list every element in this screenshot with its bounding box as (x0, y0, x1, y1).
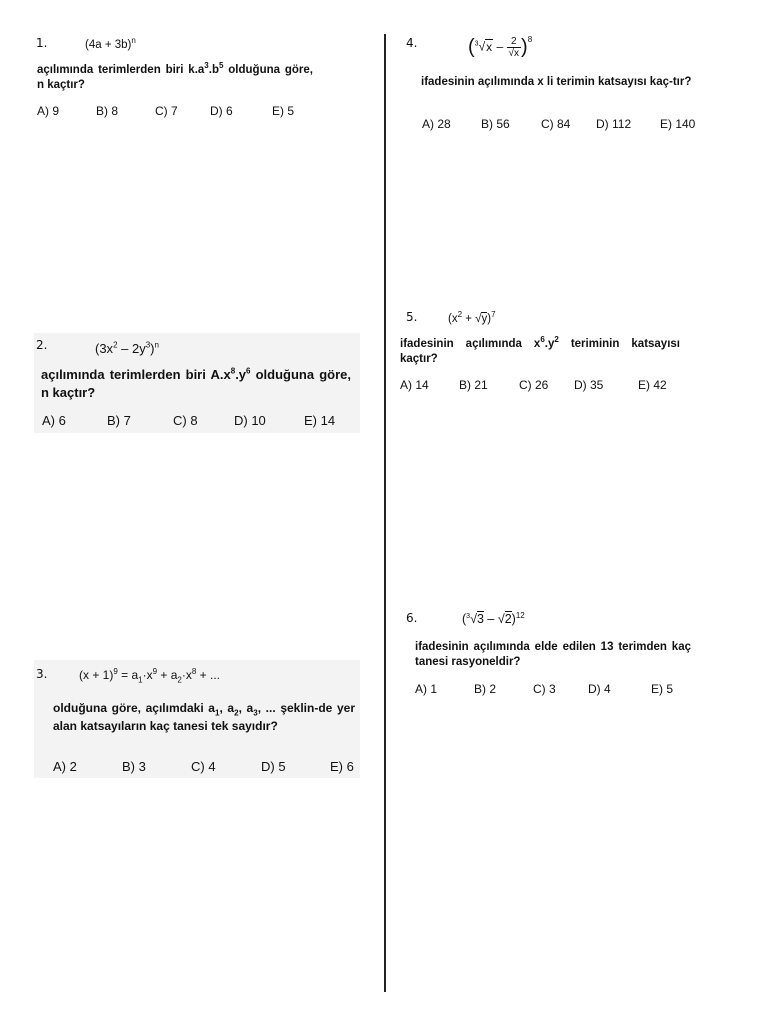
expr-exponent: 12 (515, 610, 525, 620)
choice-a[interactable]: A) 28 (422, 117, 451, 131)
radicand: y (481, 313, 488, 325)
expr-part: = a (117, 668, 139, 682)
radical-expression (468, 36, 532, 59)
question-stem (37, 63, 313, 93)
choice-e[interactable]: E) 6 (330, 759, 354, 774)
expr-exponent: 3 (145, 340, 151, 350)
question-stem (53, 699, 355, 735)
stem-part: .y (235, 367, 247, 382)
stem-subscript: 2 (234, 708, 239, 718)
expr-exponent: n (131, 36, 136, 46)
expr-part: ·x (181, 668, 192, 682)
radicand: x (486, 39, 493, 54)
choice-b[interactable]: B) 21 (459, 378, 488, 392)
radical-sign: √ (475, 313, 482, 325)
stem-part: olduğuna göre, açılımdaki a (53, 701, 215, 715)
choice-c[interactable]: C) 7 (155, 104, 178, 118)
choice-d[interactable]: D) 10 (234, 413, 266, 428)
choice-c[interactable]: C) 4 (191, 759, 216, 774)
fraction-denominator: x (514, 48, 520, 59)
expr-exponent: 8 (527, 35, 533, 44)
expr-part: (x (448, 313, 458, 325)
question-stem: ifadesinin açılımında elde edilen 13 terimden kaç tanesi rasyoneldir? (415, 641, 691, 668)
stem-part: açılımında terimlerden biri k.a (37, 64, 205, 76)
choice-a[interactable]: A) 6 (42, 413, 66, 428)
expr-exponent: 9 (113, 667, 118, 676)
answer-choices (400, 378, 667, 392)
fraction (507, 36, 522, 59)
binomial-expression (448, 310, 496, 325)
stem-exponent: 5 (218, 61, 224, 71)
question-number: 2. (36, 338, 48, 352)
minus-sign: – (493, 39, 507, 54)
stem-exponent: 6 (540, 335, 545, 345)
choice-e[interactable]: E) 14 (304, 413, 336, 428)
choice-c[interactable]: C) 84 (541, 117, 571, 131)
choice-a[interactable]: A) 9 (37, 104, 60, 118)
stem-exponent: 6 (246, 366, 251, 376)
expansion-expression (79, 667, 221, 685)
expr-part: ) (150, 341, 155, 356)
fraction-numerator: 2 (507, 36, 522, 48)
choice-e[interactable]: E) 5 (272, 104, 295, 118)
choice-c[interactable]: C) 26 (519, 378, 549, 392)
binomial-expression (85, 36, 136, 51)
radical-sign: √ (470, 612, 477, 626)
radicand: 3 (476, 612, 484, 626)
expr-exponent: n (154, 340, 159, 350)
expr-part: + ... (196, 668, 221, 682)
choice-b[interactable]: B) 8 (96, 104, 119, 118)
expr-exponent: 2 (113, 340, 118, 350)
expr-part: ) (487, 313, 492, 325)
stem-part: , a (238, 701, 254, 715)
answer-choices (422, 117, 695, 131)
stem-subscript: 1 (214, 708, 220, 718)
radical-sign: √ (497, 612, 505, 626)
expr-part: (x + 1) (79, 668, 114, 682)
question-stem (400, 337, 680, 367)
choice-d[interactable]: D) 112 (596, 117, 632, 131)
stem-exponent: 2 (554, 335, 559, 345)
stem-part: ifadesinin açılımında x (400, 338, 541, 350)
stem-part: , ... şeklin-de yer alan katsayıların kaç tanesi tek sayıdır? (53, 701, 356, 733)
question-number: 1. (36, 36, 48, 50)
expr-part: (3x (95, 341, 114, 356)
choice-d[interactable]: D) 4 (588, 682, 611, 696)
expr-exponent: 7 (491, 310, 496, 320)
radical-sign: √ (478, 39, 486, 54)
expr-exponent: 8 (191, 667, 197, 676)
stem-exponent: 3 (204, 61, 209, 71)
stem-part: .b (208, 64, 219, 76)
choice-b[interactable]: B) 2 (474, 682, 497, 696)
expr-part: ·x (142, 668, 153, 682)
choice-b[interactable]: B) 56 (481, 117, 510, 131)
close-paren: ) (521, 36, 528, 58)
expr-part: + a (157, 668, 178, 682)
expr-part: + (462, 313, 476, 325)
binomial-expression (95, 341, 159, 356)
column-divider (384, 34, 386, 992)
question-number: 6. (406, 611, 418, 625)
stem-part: olduğuna göre, n kaçtır? (41, 367, 352, 400)
root-index: 3 (466, 612, 471, 620)
expr-part: – 2y (117, 341, 146, 356)
expr-exponent: 2 (457, 310, 463, 320)
answer-choices (415, 682, 673, 696)
radical-sign: √ (508, 48, 515, 59)
expr-subscript: 1 (138, 675, 143, 685)
choice-b[interactable]: B) 3 (122, 759, 146, 774)
choice-d[interactable]: D) 5 (261, 759, 286, 774)
radical-expression: ($^3$√3 – √2)$^{12}$ (462, 610, 525, 626)
choice-d[interactable]: D) 35 (574, 378, 604, 392)
choice-a[interactable]: A) 2 (53, 759, 77, 774)
question-number: 5. (406, 310, 418, 324)
expr-subscript: 2 (177, 675, 182, 685)
radicand: 2 (504, 612, 512, 626)
choice-c[interactable]: C) 8 (173, 413, 198, 428)
choice-d[interactable]: D) 6 (210, 104, 233, 118)
open-paren: ( (468, 36, 475, 58)
root-index: 3 (474, 40, 479, 48)
question-number: 4. (406, 36, 418, 50)
stem-part: açılımında terimlerden biri A.x (41, 367, 231, 382)
question-stem (41, 366, 351, 402)
answer-choices (42, 413, 335, 428)
choice-a[interactable]: A) 14 (400, 378, 429, 392)
answer-choices (53, 759, 354, 774)
minus-sign: – (483, 612, 498, 626)
choice-b[interactable]: B) 7 (107, 413, 131, 428)
stem-exponent: 8 (230, 366, 236, 376)
stem-part: teriminin katsayısı kaçtır? (400, 338, 680, 365)
expr-base: (4a + 3b) (85, 39, 132, 51)
expr-exponent: 9 (152, 667, 158, 676)
choice-e[interactable]: E) 140 (660, 117, 696, 131)
choice-a[interactable]: A) 1 (415, 682, 438, 696)
stem-part: , a (219, 701, 235, 715)
answer-choices (37, 104, 294, 118)
question-stem: ifadesinin açılımında x li terimin katsayısı kaç-tır? (421, 76, 692, 88)
stem-part: .y (544, 338, 555, 350)
choice-e[interactable]: E) 5 (651, 682, 674, 696)
stem-part: olduğuna göre, n kaçtır? (37, 64, 313, 91)
choice-c[interactable]: C) 3 (533, 682, 556, 696)
stem-subscript: 3 (253, 708, 258, 718)
question-number: 3. (36, 667, 48, 681)
choice-e[interactable]: E) 42 (638, 378, 667, 392)
